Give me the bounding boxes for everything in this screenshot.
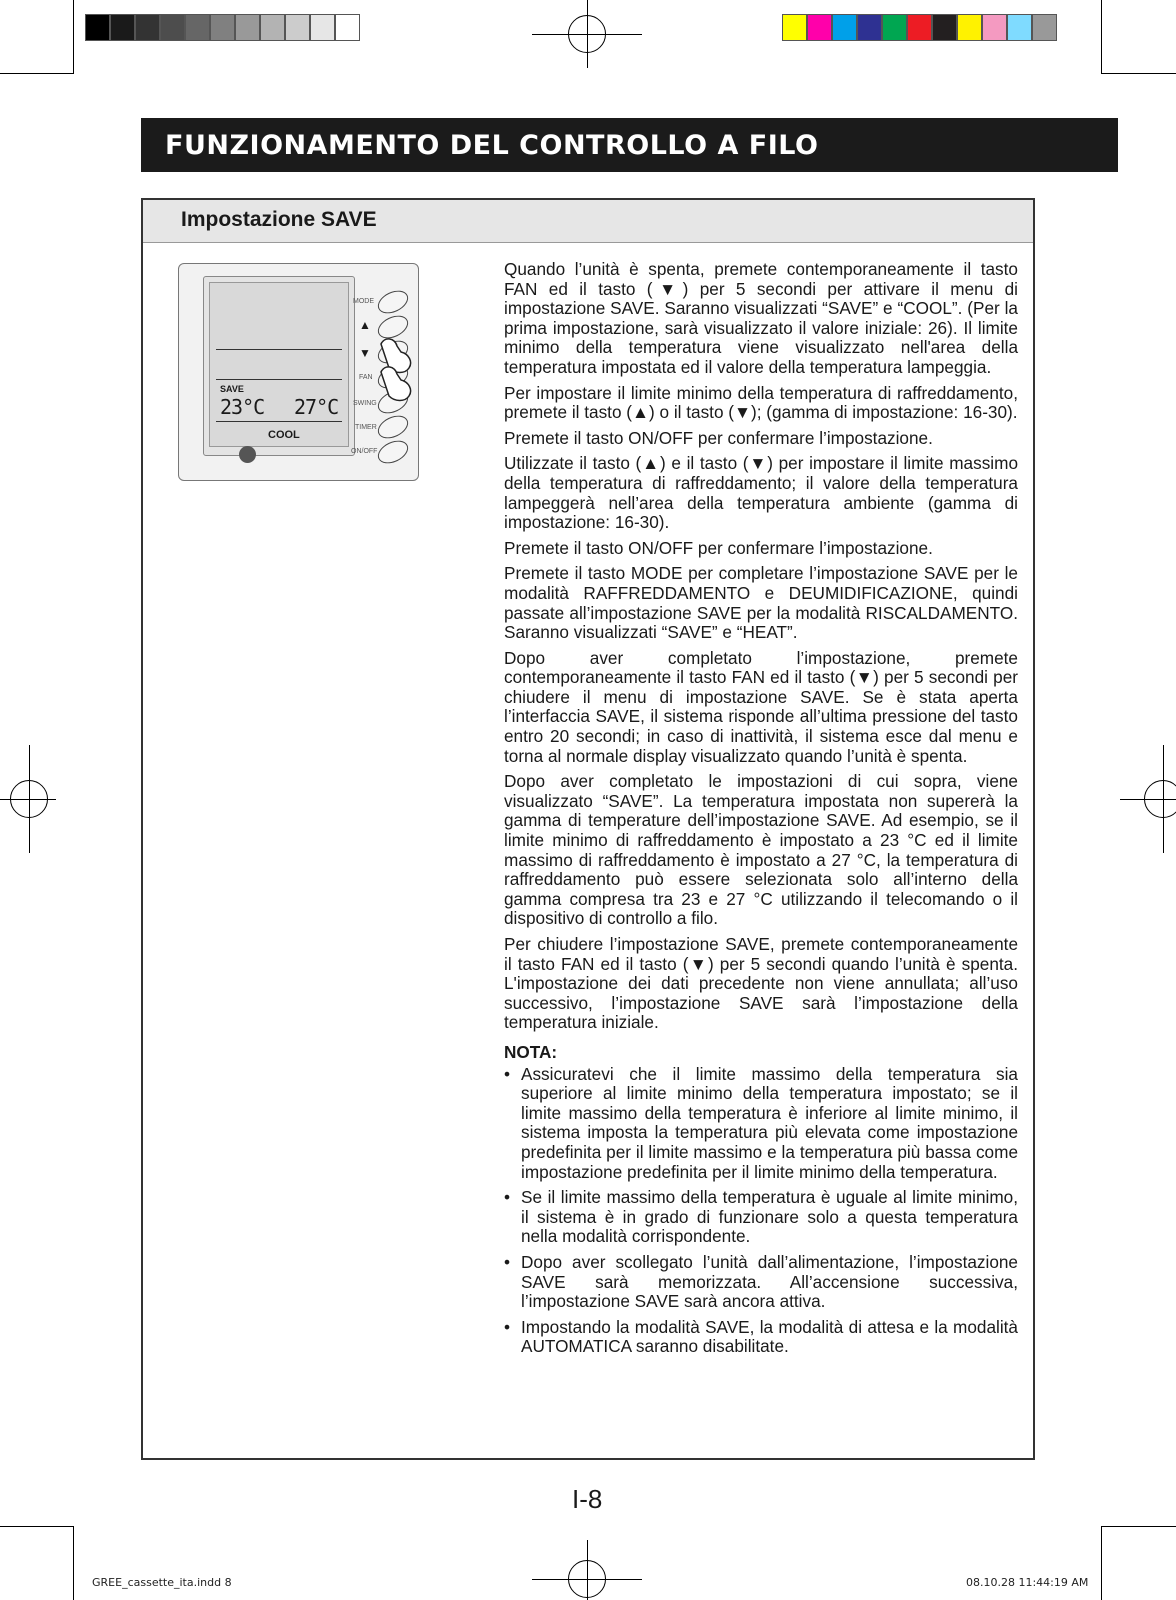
crop-mark bbox=[1101, 0, 1102, 74]
color-swatch bbox=[285, 14, 310, 41]
crop-mark bbox=[0, 1526, 74, 1527]
paragraph: Premete il tasto MODE per completare l’impostazione SAVE per le modalità RAFFREDDAMENTO e DEUMIDIFICAZIONE, quindi passate all’impostazione SAVE per la modalità RISCALDAMENTO. Saranno visualizzati “SAVE” e “HEAT”. bbox=[504, 563, 1018, 643]
crop-mark bbox=[73, 0, 74, 74]
paragraph: Premete il tasto ON/OFF per confermare l’impostazione. bbox=[504, 537, 933, 558]
paragraph: Dopo aver completato l’impostazione, premete contemporaneamente il tasto FAN ed il tasto (▼) per 5 secondi per chiudere il menu di impostazione SAVE. Se è stata aperta l’interfaccia SAVE, il sistema risponde all’ultima pressione del tasto entro 20 secondi; in caso di inattività, il sistema esce dal menu e torna al normale display visualizzato quando l’unità è spenta. bbox=[504, 647, 1018, 766]
note-heading: NOTA: bbox=[504, 1041, 558, 1062]
color-swatch bbox=[907, 14, 932, 41]
color-swatch bbox=[957, 14, 982, 41]
color-swatch bbox=[110, 14, 135, 41]
pressing-finger-icon bbox=[375, 334, 415, 404]
paragraph: Utilizzate il tasto (▲) e il tasto (▼) per impostare il limite massimo della temperatura di raffreddamento; il valore della temperatura lampeggerà nell’area della temperatura ambiente (gamma di impostazione: 16-30). bbox=[504, 453, 1018, 533]
color-swatch bbox=[807, 14, 832, 41]
color-swatch bbox=[882, 14, 907, 41]
up-arrow-icon: ▲ bbox=[359, 318, 371, 332]
color-swatch bbox=[1007, 14, 1032, 41]
color-swatch bbox=[210, 14, 235, 41]
subsection-header bbox=[143, 200, 1033, 243]
color-swatch bbox=[85, 14, 110, 41]
lcd-temp-max: 27°C bbox=[294, 395, 339, 419]
page-title: FUNZIONAMENTO DEL CONTROLLO A FILO bbox=[165, 130, 819, 161]
section-header-bar bbox=[141, 118, 1118, 172]
crop-mark bbox=[1101, 1526, 1176, 1527]
crop-mark bbox=[1101, 1526, 1102, 1600]
onoff-button-label: ON/OFF bbox=[351, 448, 378, 455]
color-swatch bbox=[310, 14, 335, 41]
controller-led bbox=[239, 446, 256, 463]
subsection-title: Impostazione SAVE bbox=[181, 208, 377, 231]
note-item: • Assicuratevi che il limite massimo della temperatura sia superiore al limite minimo della temperatura impostato; se il limite massimo della temperatura è inferiore al limite minimo, il sistema imposta la temperatura più elevata come impostazione predefinita per il limite massimo e la temperatura più bassa come impostazione predefinita per il limite minimo della temperatura. bbox=[504, 1065, 1018, 1183]
mode-button bbox=[374, 286, 411, 318]
color-swatch bbox=[335, 14, 360, 41]
fan-button-label: FAN bbox=[359, 374, 373, 381]
note-list bbox=[504, 1065, 1018, 1357]
lcd-display bbox=[209, 282, 349, 447]
color-swatch bbox=[782, 14, 807, 41]
swing-button-label: SWING bbox=[353, 400, 377, 407]
paragraph: Dopo aver completato le impostazioni di cui sopra, viene visualizzato “SAVE”. La temperatura impostata non supererà la gamma di temperature dell’impostazione SAVE. Ad esempio, se il limite minimo di raffreddamento è impostato a 23 °C ed il limite massimo di raffreddamento è impostato a 27 °C, la temperatura di raffreddamento può essere selezionata solo all’interno della gamma compresa tra 23 e 27 °C utilizzando il telecomando o il dispositivo di controllo a filo. bbox=[504, 771, 1018, 929]
color-swatch bbox=[932, 14, 957, 41]
paragraph: Per impostare il limite minimo della temperatura di raffreddamento, premete il tasto (▲) o il tasto (▼); (gamma di impostazione: 16-30). bbox=[504, 382, 1018, 423]
print-timestamp: 08.10.28 11:44:19 AM bbox=[966, 1576, 1089, 1589]
color-swatch bbox=[1032, 14, 1057, 41]
color-swatch bbox=[857, 14, 882, 41]
color-swatch bbox=[160, 14, 185, 41]
note-item: • Se il limite massimo della temperatura è uguale al limite minimo, il sistema è in grado di funzionare solo a questa temperatura nella modalità corrispondente. bbox=[504, 1188, 1018, 1247]
timer-button bbox=[374, 411, 411, 443]
process-color-bar bbox=[782, 14, 1057, 41]
color-swatch bbox=[135, 14, 160, 41]
timer-button-label: TIMER bbox=[355, 424, 377, 431]
color-swatch bbox=[260, 14, 285, 41]
paragraph: Premete il tasto ON/OFF per confermare l’impostazione. bbox=[504, 427, 933, 448]
crop-mark bbox=[0, 73, 74, 74]
note-item: • Dopo aver scollegato l’unità dall’alimentazione, l’impostazione SAVE sarà memorizzata. All’accensione successiva, l’impostazione SAVE sarà ancora attiva. bbox=[504, 1253, 1018, 1312]
down-arrow-icon: ▼ bbox=[359, 346, 371, 360]
mode-button-label: MODE bbox=[353, 298, 374, 305]
instructions-text bbox=[504, 260, 1018, 1363]
lcd-mode-label: COOL bbox=[268, 429, 300, 441]
crop-mark bbox=[73, 1526, 74, 1600]
controller-screen bbox=[203, 276, 355, 456]
paragraph: Quando l’unità è spenta, premete contemporaneamente il tasto FAN ed il tasto (▼) per 5 secondi per attivare il menu di impostazione SAVE. Saranno visualizzati “SAVE” e “COOL”. (Per la prima impostazione, sarà visualizzato il valore iniziale: 26). Il limite minimo della temperatura viene visualizzato nell'area della temperatura impostata ed il valore della temperatura lampeggia. bbox=[504, 259, 1018, 377]
page-number: I-8 bbox=[572, 1484, 603, 1514]
grayscale-color-bar bbox=[85, 14, 360, 41]
wired-controller-illustration bbox=[178, 263, 419, 481]
color-swatch bbox=[235, 14, 260, 41]
lcd-save-label: SAVE bbox=[220, 384, 244, 394]
file-name: GREE_cassette_ita.indd 8 bbox=[92, 1576, 232, 1589]
onoff-button bbox=[374, 436, 411, 468]
color-swatch bbox=[185, 14, 210, 41]
lcd-temp-min: 23°C bbox=[220, 395, 265, 419]
color-swatch bbox=[832, 14, 857, 41]
crop-mark bbox=[1101, 73, 1176, 74]
color-swatch bbox=[982, 14, 1007, 41]
note-item: • Impostando la modalità SAVE, la modalità di attesa e la modalità AUTOMATICA saranno disabilitate. bbox=[504, 1318, 1018, 1357]
paragraph: Per chiudere l’impostazione SAVE, premete contemporaneamente il tasto FAN ed il tasto (▼) per 5 secondi quando l’unità è spenta. L'impostazione dei dati precedente non viene annullata; all’uso successivo, l’impostazione SAVE sarà l’impostazione della temperatura iniziale. bbox=[504, 934, 1018, 1033]
